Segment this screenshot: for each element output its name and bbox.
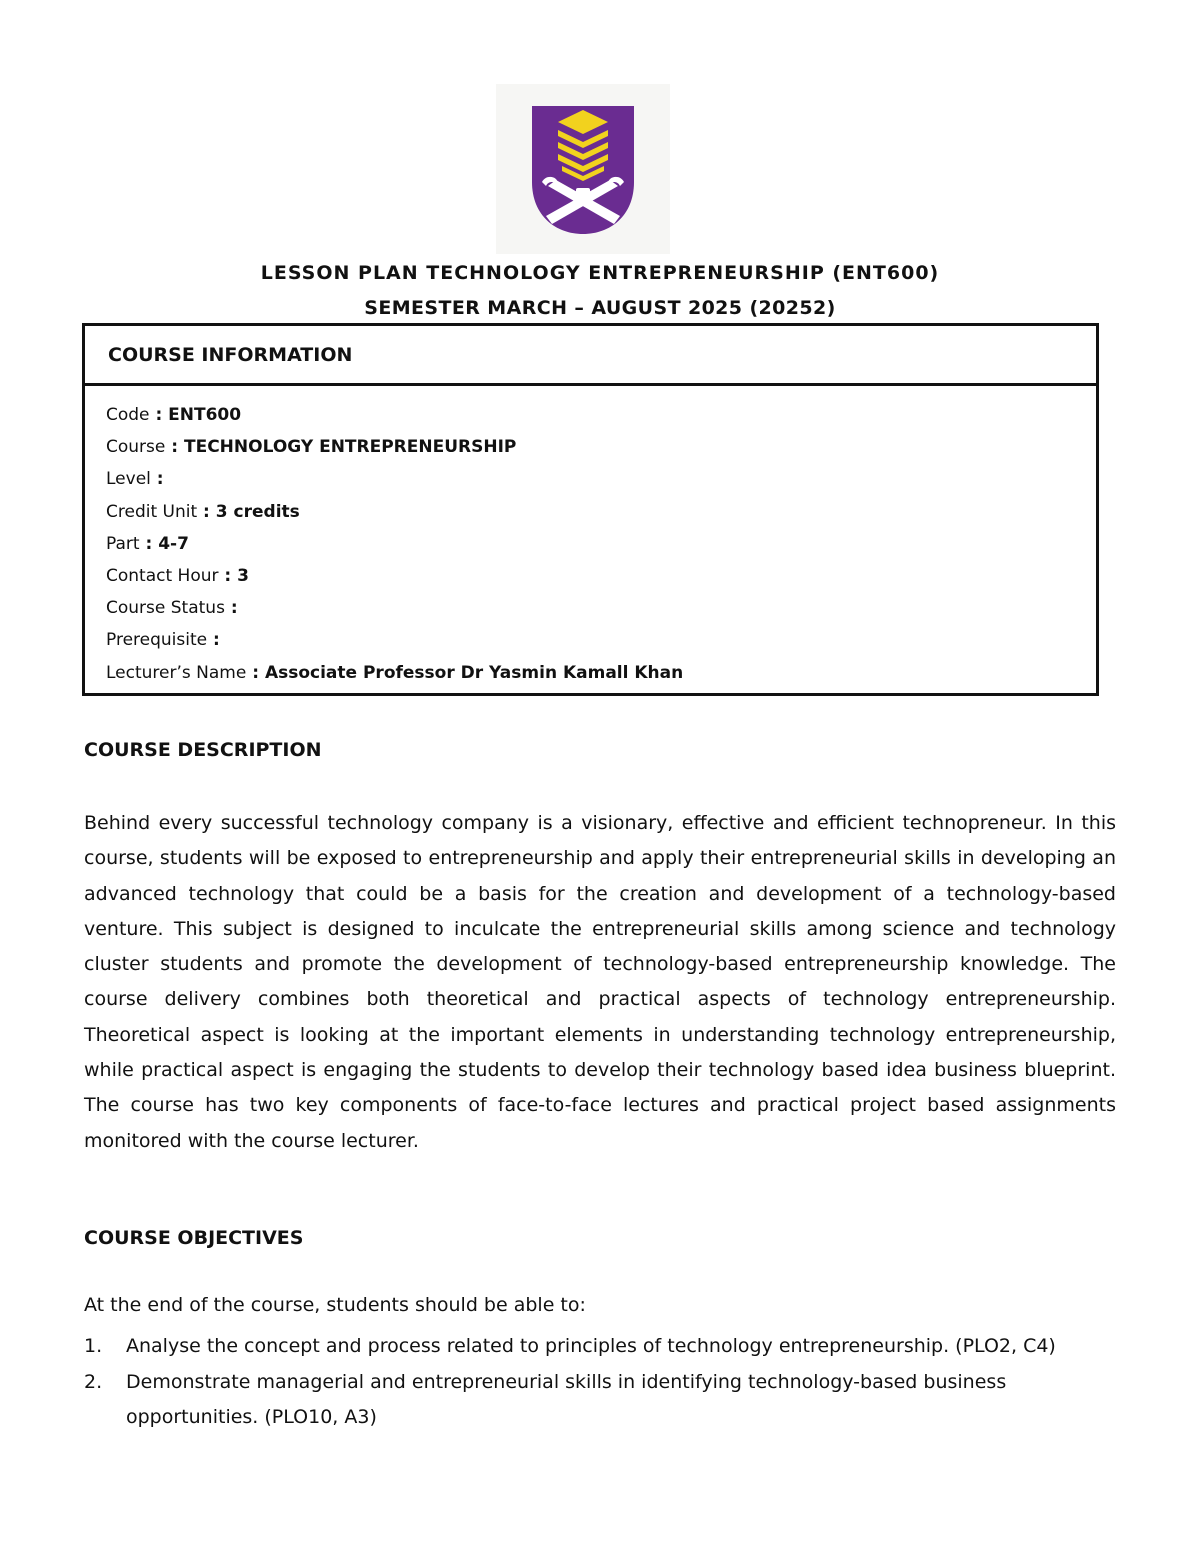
- info-row-lecturer: Lecturer’s Name : Associate Professor Dr Yasmin Kamall Khan: [106, 662, 684, 683]
- course-objectives-intro: At the end of the course, students should be able to:: [84, 1294, 586, 1316]
- course-objectives-list: [84, 1329, 1116, 1436]
- course-information-heading: COURSE INFORMATION: [85, 326, 1096, 386]
- info-row-course-status: Course Status :: [106, 598, 238, 619]
- info-value: Associate Professor Dr Yasmin Kamall Khan: [264, 662, 684, 683]
- info-row-contact-hour: Contact Hour : 3: [106, 565, 249, 586]
- info-row-credit-unit: Credit Unit : 3 credits: [106, 501, 300, 522]
- info-row-prerequisite: Prerequisite :: [106, 630, 220, 651]
- info-label: Prerequisite: [106, 630, 208, 651]
- university-crest-icon: [496, 84, 670, 254]
- crest-graphic: [496, 84, 670, 254]
- objective-text: Demonstrate managerial and entrepreneurial skills in identifying technology-based business opportunities. (PLO10, A3): [126, 1370, 1007, 1428]
- info-value: 3: [237, 565, 249, 586]
- info-label: Part: [106, 533, 140, 554]
- info-row-part: Part : 4-7: [106, 533, 189, 554]
- info-label: Lecturer’s Name: [106, 662, 247, 683]
- course-description-text: Behind every successful technology company is a visionary, effective and efficient technopreneur. In this course, students will be exposed to entrepreneurship and apply their entrepreneurial skills in developing an advanced technology that could be a basis for the creation and development of a technology-based venture. This subject is designed to inculcate the entrepreneurial skills among science and technology cluster students and promote the development of technology-based entrepreneurship knowledge. The course delivery combines both theoretical and practical aspects of technology entrepreneurship. Theoretical aspect is looking at the important elements in understanding technology entrepreneurship, while practical aspect is engaging the students to develop their technology based idea business blueprint. The course has two key components of face-to-face lectures and practical project based assignments monitored with the course lecturer.: [84, 812, 1116, 1152]
- objective-text: Analyse the concept and process related to principles of technology entrepreneurship. (PLO2, C4): [126, 1335, 1056, 1357]
- objective-number: 1.: [84, 1335, 103, 1357]
- info-label: Course Status: [106, 598, 225, 619]
- info-value: 4-7: [158, 533, 189, 554]
- info-label: Code: [106, 405, 150, 425]
- course-objectives-heading: COURSE OBJECTIVES: [84, 1227, 304, 1249]
- info-label: Course: [106, 437, 166, 458]
- list-item: [84, 1365, 1116, 1436]
- info-label: Contact Hour: [106, 565, 219, 586]
- course-information-rows: [85, 386, 1096, 689]
- info-value: ENT600: [168, 405, 242, 425]
- course-information-box: [82, 323, 1099, 696]
- info-label: Credit Unit: [106, 501, 198, 522]
- info-row-code: Code : ENT600: [106, 405, 242, 425]
- info-row-level: Level :: [106, 469, 164, 490]
- info-value: 3 credits: [215, 501, 300, 522]
- info-row-course: Course : TECHNOLOGY ENTREPRENEURSHIP: [106, 437, 517, 458]
- info-value: TECHNOLOGY ENTREPRENEURSHIP: [184, 437, 517, 458]
- course-description-heading: COURSE DESCRIPTION: [84, 739, 322, 761]
- lesson-plan-title: LESSON PLAN TECHNOLOGY ENTREPRENEURSHIP (ENT600): [260, 262, 940, 284]
- objective-number: 2.: [84, 1370, 103, 1393]
- info-label: Level: [106, 469, 151, 490]
- list-item: [84, 1329, 1116, 1365]
- semester-title: SEMESTER MARCH – AUGUST 2025 (20252): [364, 297, 836, 319]
